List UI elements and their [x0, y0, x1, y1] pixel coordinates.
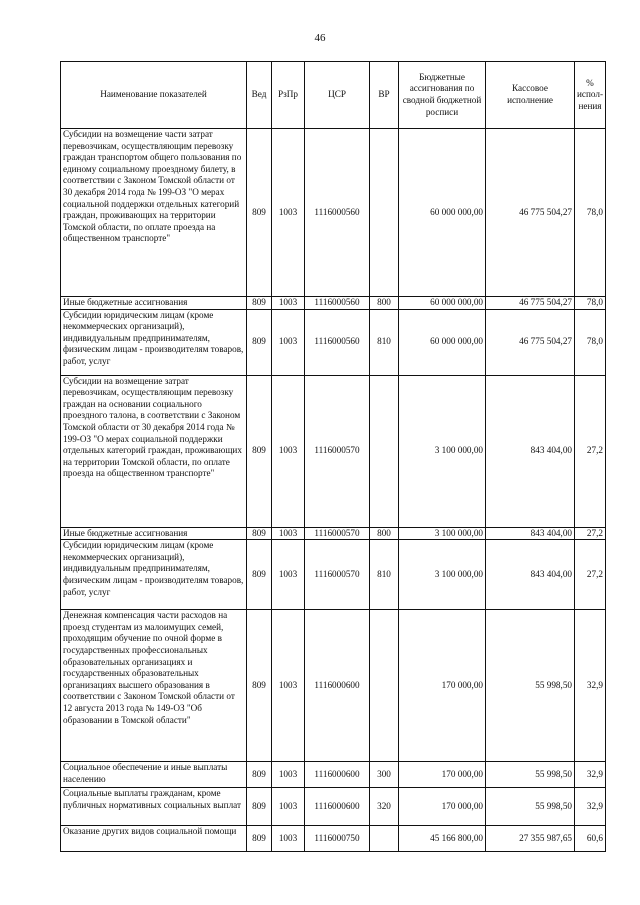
row-vr	[370, 826, 399, 852]
table-row	[61, 762, 606, 788]
row-rzpr: 1003	[272, 309, 305, 375]
table-row	[61, 610, 606, 762]
row-name: Иные бюджетные ассигнования	[61, 297, 247, 310]
header-assignments: Бюджетные ассигнования по сводной бюджетной росписи	[399, 62, 486, 129]
row-ved: 809	[247, 527, 272, 540]
row-csr: 1116000750	[305, 826, 370, 852]
row-percent: 32,9	[575, 610, 606, 762]
row-ved: 809	[247, 309, 272, 375]
row-assignments: 3 100 000,00	[399, 375, 486, 527]
table-row	[61, 129, 606, 297]
row-rzpr: 1003	[272, 610, 305, 762]
row-rzpr: 1003	[272, 788, 305, 826]
row-percent: 78,0	[575, 297, 606, 310]
table-row	[61, 527, 606, 540]
table-row	[61, 309, 606, 375]
row-percent: 32,9	[575, 788, 606, 826]
header-name: Наименование показателей	[61, 62, 247, 129]
row-assignments: 170 000,00	[399, 610, 486, 762]
table-row	[61, 826, 606, 852]
row-ved: 809	[247, 762, 272, 788]
row-csr: 1116000570	[305, 540, 370, 610]
row-assignments: 60 000 000,00	[399, 309, 486, 375]
row-assignments: 60 000 000,00	[399, 297, 486, 310]
row-cash-execution: 46 775 504,27	[486, 129, 575, 297]
row-cash-execution: 843 404,00	[486, 540, 575, 610]
row-percent: 78,0	[575, 129, 606, 297]
row-vr: 810	[370, 540, 399, 610]
row-csr: 1116000600	[305, 610, 370, 762]
row-vr: 800	[370, 527, 399, 540]
row-name: Социальные выплаты гражданам, кроме публичных нормативных социальных выплат	[61, 788, 247, 826]
row-name: Субсидии на возмещение затрат перевозчикам, осуществляющим перевозку граждан на основании социального проездного талона, в соответствии с Законом Томской области от 30 декабря 2014 года № 199-ОЗ "О мерах социальной поддержки отдельных категорий граждан, проживающих на территории Томской области, по оплате проезда на общественном транспорте"	[61, 375, 247, 527]
header-vr: ВР	[370, 62, 399, 129]
row-csr: 1116000570	[305, 527, 370, 540]
row-cash-execution: 27 355 987,65	[486, 826, 575, 852]
header-cash-execution: Кассовое исполнение	[486, 62, 575, 129]
row-csr: 1116000560	[305, 129, 370, 297]
row-percent: 78,0	[575, 309, 606, 375]
table-row	[61, 297, 606, 310]
row-csr: 1116000600	[305, 762, 370, 788]
row-rzpr: 1003	[272, 762, 305, 788]
row-name: Субсидии на возмещение части затрат перевозчикам, осуществляющим перевозку граждан транспортом общего пользования по единому социальному проездному билету, в соответствии с Законом Томской области от 30 декабря 2014 года № 199-ОЗ "О мерах социальной поддержки отдельных категорий граждан, проживающих на территории Томской области, по оплате проезда на общественном транспорте"	[61, 129, 247, 297]
row-csr: 1116000600	[305, 788, 370, 826]
row-percent: 32,9	[575, 762, 606, 788]
row-vr	[370, 610, 399, 762]
row-rzpr: 1003	[272, 826, 305, 852]
row-vr	[370, 129, 399, 297]
table-row	[61, 540, 606, 610]
row-cash-execution: 55 998,50	[486, 610, 575, 762]
row-cash-execution: 55 998,50	[486, 788, 575, 826]
row-rzpr: 1003	[272, 540, 305, 610]
row-rzpr: 1003	[272, 129, 305, 297]
header-csr: ЦСР	[305, 62, 370, 129]
row-assignments: 45 166 800,00	[399, 826, 486, 852]
budget-table	[60, 61, 606, 852]
row-assignments: 3 100 000,00	[399, 527, 486, 540]
row-name: Денежная компенсация части расходов на проезд студентам из малоимущих семей, проходящим обучение по очной форме в государственных профессиональных образовательных организациях и государственных образовательных организациях высшего образования в соответствии с Законом Томской области от 12 августа 2013 года № 149-ОЗ "Об образовании в Томской области"	[61, 610, 247, 762]
row-vr: 810	[370, 309, 399, 375]
row-vr: 320	[370, 788, 399, 826]
page-number: 46	[314, 32, 326, 44]
row-assignments: 60 000 000,00	[399, 129, 486, 297]
row-vr	[370, 375, 399, 527]
row-cash-execution: 55 998,50	[486, 762, 575, 788]
row-assignments: 3 100 000,00	[399, 540, 486, 610]
row-name: Иные бюджетные ассигнования	[61, 527, 247, 540]
row-cash-execution: 843 404,00	[486, 375, 575, 527]
table-row	[61, 788, 606, 826]
row-ved: 809	[247, 375, 272, 527]
row-cash-execution: 843 404,00	[486, 527, 575, 540]
header-rzpr: РзПр	[272, 62, 305, 129]
row-ved: 809	[247, 540, 272, 610]
row-name: Субсидии юридическим лицам (кроме некоммерческих организаций), индивидуальным предпринимателям, физическим лицам - производителям товаров, работ, услуг	[61, 540, 247, 610]
header-percent: % испол-нения	[575, 62, 606, 129]
row-ved: 809	[247, 129, 272, 297]
row-percent: 27,2	[575, 527, 606, 540]
row-assignments: 170 000,00	[399, 762, 486, 788]
row-ved: 809	[247, 826, 272, 852]
row-csr: 1116000560	[305, 297, 370, 310]
row-vr: 300	[370, 762, 399, 788]
row-name: Оказание других видов социальной помощи	[61, 826, 247, 852]
row-rzpr: 1003	[272, 527, 305, 540]
row-cash-execution: 46 775 504,27	[486, 309, 575, 375]
row-ved: 809	[247, 610, 272, 762]
row-name: Социальное обеспечение и иные выплаты населению	[61, 762, 247, 788]
row-csr: 1116000560	[305, 309, 370, 375]
row-rzpr: 1003	[272, 375, 305, 527]
row-vr: 800	[370, 297, 399, 310]
row-percent: 27,2	[575, 540, 606, 610]
header-ved: Вед	[247, 62, 272, 129]
row-csr: 1116000570	[305, 375, 370, 527]
row-percent: 60,6	[575, 826, 606, 852]
row-assignments: 170 000,00	[399, 788, 486, 826]
row-name: Субсидии юридическим лицам (кроме некоммерческих организаций), индивидуальным предпринимателям, физическим лицам - производителям товаров, работ, услуг	[61, 309, 247, 375]
table-row	[61, 375, 606, 527]
row-ved: 809	[247, 297, 272, 310]
row-ved: 809	[247, 788, 272, 826]
table-header-row	[61, 62, 606, 129]
row-rzpr: 1003	[272, 297, 305, 310]
row-cash-execution: 46 775 504,27	[486, 297, 575, 310]
row-percent: 27,2	[575, 375, 606, 527]
